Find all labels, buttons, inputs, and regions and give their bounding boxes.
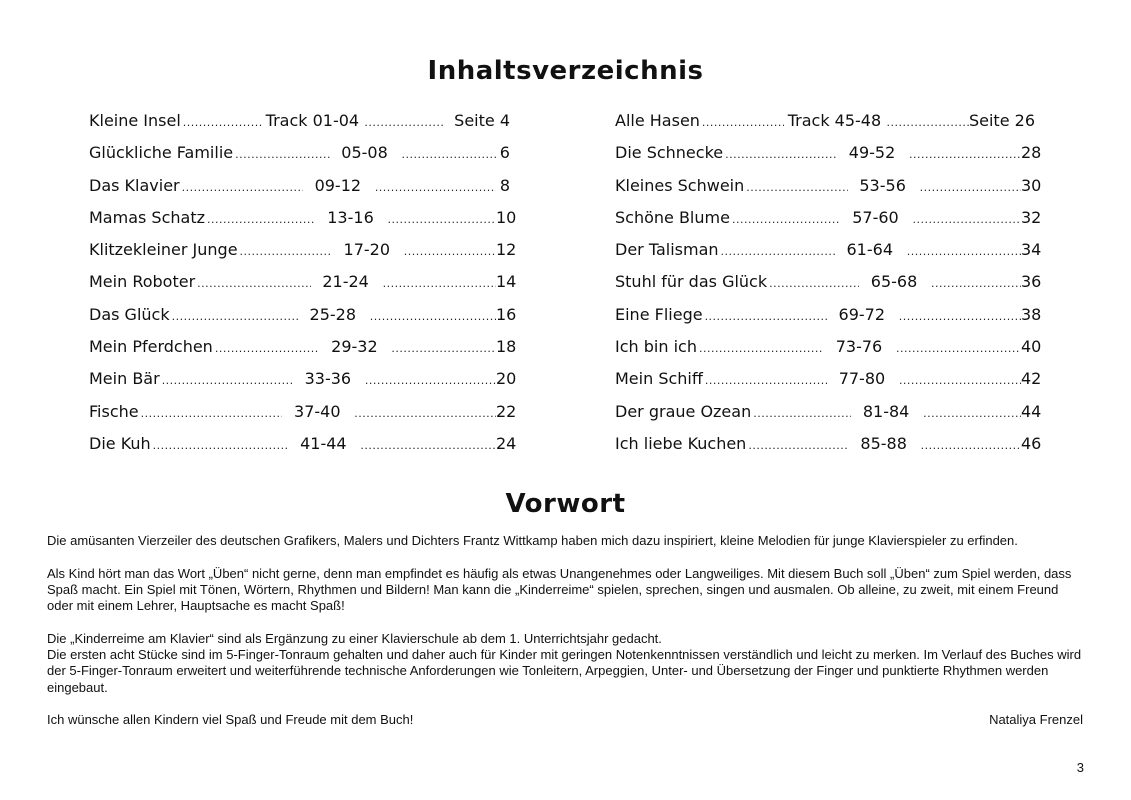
toc-leader-dots [905,245,1021,258]
toc-entry-track: 21-24 [322,272,369,292]
toc-entry-page: 8 [499,175,510,195]
toc-entry-track: 25-28 [309,304,357,324]
toc-entry-page: 34 [1020,240,1042,260]
toc-entry-title: Die Kuh [89,433,151,453]
toc-entry-title: Mein Pferdchen [89,337,213,357]
toc-entry-track: 73-76 [835,337,883,357]
toc-leader-dots [907,148,1021,161]
foreword-title: Vorwort [505,489,626,519]
toc-entry-page: 40 [1020,337,1042,357]
toc-entry-page: 44 [1021,401,1042,421]
toc-entry-title: Der Talisman [615,240,719,260]
toc-title: Inhaltsverzeichnis [427,56,704,86]
foreword-paragraph-3b: Die ersten acht Stücke sind im 5-Finger-Tonraum gehalten und daher auch für Kinder mit geringen Notenkenntnissen verständlich und leicht zu merken. Im Verlauf des Buches wird der 5-Finger-Tonraum erweitert und weiterführende technische Anforderungen wie Tonleitern, Arpeggien, Unter- und Übersetzung der Finger und punktierte Rhythmen werden eingebaut. [47,647,1082,695]
toc-entry-track: 81-84 [862,401,910,421]
toc-leader-dots [238,245,332,258]
foreword-paragraph-2: Als Kind hört man das Wort „Üben“ nicht gerne, denn man empfindet es häufig als etwas Unangenehmes oder Langweiliges. Mit diesem Buch soll „Üben“ zum Spiel werden, dass Spaß macht. Ein Spiel mit Tönen, Wörtern, Rhythmen und Bildern! Man kann die „Kinderreime“ spielen, sprechen, singen und ausmalen. Ob alleine, zu zweit, mit einem Freund oder mit einem Lehrer, Hauptsache es macht Spaß! [47,565,1072,614]
toc-entry [615,272,1042,304]
toc-entry-page: 14 [496,272,517,292]
toc-entry-title: Die Schnecke [615,143,724,163]
toc-entry-title: Kleine Insel [89,111,181,130]
toc-entry [615,337,1042,369]
toc-entry-page: Seite 26 [968,111,1035,130]
foreword-text [47,533,1087,729]
toc-entry-title: Eine Fliege [615,304,703,324]
toc-entry-page: 32 [1020,207,1042,227]
toc-entry [89,401,517,434]
toc-leader-dots [703,310,827,323]
toc-entry-track: 17-20 [343,240,391,260]
toc-entry [615,111,1035,143]
toc-entry-track: 69-72 [838,304,886,324]
toc-entry-title: Der graue Ozean [615,401,752,421]
toc-entry-page: 22 [495,401,517,421]
toc-entry-title: Stuhl für das Glück [615,272,768,292]
toc-entry-title: Schöne Blume [615,207,730,227]
toc-leader-dots [746,439,848,452]
toc-entry-page: 12 [495,240,517,260]
toc-leader-dots [730,213,841,226]
toc-leader-dots [894,342,1021,355]
toc-entry-track: 57-60 [852,207,899,227]
toc-entry-title: Mein Schiff [615,369,703,389]
toc-right-column [615,111,1042,466]
toc-entry [89,272,517,304]
toc-entry-page: 10 [496,207,517,227]
toc-leader-dots [703,374,827,387]
toc-entry-track: 41-44 [300,433,347,453]
toc-entry [615,207,1042,240]
toc-leader-dots [700,116,785,129]
toc-entry-title: Alle Hasen [615,111,700,130]
toc-entry-track: 77-80 [838,369,886,389]
toc-leader-dots [884,116,969,129]
toc-entry-track: 05-08 [341,143,388,163]
toc-left-column [89,111,517,466]
toc-entry-track: Track 01-04 [265,111,360,130]
toc-leader-dots [381,277,496,290]
toc-leader-dots [767,277,859,290]
toc-leader-dots [918,181,1021,194]
toc-leader-dots [921,407,1021,420]
toc-leader-dots [751,407,851,420]
toc-entry-title: Kleines Schwein [615,175,745,195]
toc-entry [89,433,517,466]
toc-entry-page: 20 [496,369,517,389]
toc-leader-dots [352,407,496,420]
toc-leader-dots [160,374,293,387]
toc-entry-track: 61-64 [846,240,893,260]
toc-leader-dots [233,148,329,161]
toc-leader-dots [151,439,289,452]
toc-entry [615,433,1042,466]
toc-entry-title: Ich bin ich [615,337,697,357]
toc-entry-page: Seite 4 [454,111,510,130]
toc-entry-page: 16 [496,304,517,324]
toc-leader-dots [744,181,847,194]
toc-leader-dots [358,439,496,452]
toc-entry-track: Track 45-48 [787,111,882,130]
toc-leader-dots [205,213,316,226]
toc-entry-page: 30 [1021,175,1042,195]
toc-entry-page: 28 [1020,143,1042,163]
author-signature: Nataliya Frenzel [989,712,1083,728]
toc-entry-title: Ich liebe Kuchen [615,433,747,453]
toc-entry-track: 37-40 [294,401,341,421]
toc-entry [89,176,510,208]
toc-entry-track: 09-12 [314,175,362,195]
toc-leader-dots [195,277,310,290]
toc-entry [615,240,1042,272]
toc-entry [89,304,517,337]
foreword-closing [47,712,1083,728]
toc-leader-dots [697,342,824,355]
toc-entry-page: 18 [495,337,517,357]
toc-entry-title: Das Klavier [89,175,180,195]
toc-leader-dots [897,374,1021,387]
toc-leader-dots [170,310,298,323]
toc-leader-dots [362,116,444,129]
toc-entry-page: 36 [1020,272,1042,292]
toc-entry-track: 85-88 [860,433,907,453]
toc-entry-title: Mamas Schatz [89,207,205,227]
toc-entry [615,175,1042,208]
toc-leader-dots [373,181,496,194]
toc-leader-dots [402,245,496,258]
toc-entry-page: 38 [1021,304,1042,324]
toc-entry-page: 6 [499,143,510,163]
toc-leader-dots [363,374,496,387]
toc-leader-dots [386,213,497,226]
toc-leader-dots [719,245,835,258]
toc-entry-track: 33-36 [304,369,352,389]
foreword-paragraph-1: Die amüsanten Vierzeiler des deutschen Grafikers, Malers und Dichters Frantz Wittkamp haben mich dazu inspiriert, kleine Melodien für junge Klavierspieler zu erfinden. [47,533,1018,548]
toc-leader-dots [929,277,1021,290]
toc-entry-page: 42 [1020,369,1042,389]
toc-entry [89,337,517,369]
toc-entry [615,369,1042,401]
toc-leader-dots [723,148,837,161]
toc-leader-dots [139,407,283,420]
toc-entry [615,304,1042,337]
toc-entry-title: Fische [89,401,139,421]
page-number: 3 [1076,760,1084,775]
toc-entry [615,401,1042,434]
toc-leader-dots [180,181,303,194]
toc-leader-dots [181,116,263,129]
toc-entry-track: 53-56 [859,175,906,195]
toc-leader-dots [897,310,1021,323]
toc-entry-title: Mein Roboter [89,272,196,292]
toc-entry-page: 24 [495,433,517,453]
toc-entry [615,143,1042,175]
toc-entry-page: 46 [1020,433,1042,453]
toc-entry [89,143,510,175]
toc-entry [89,111,510,143]
toc-entry [89,240,517,272]
toc-leader-dots [389,342,496,355]
toc-entry-title: Mein Bär [89,369,160,389]
toc-entry-title: Klitzekleiner Junge [89,240,238,260]
toc-entry [89,207,517,240]
toc-entry-track: 49-52 [848,143,896,163]
toc-leader-dots [400,148,496,161]
toc-leader-dots [910,213,1021,226]
toc-leader-dots [919,439,1021,452]
foreword-paragraph-3a: Die „Kinderreime am Klavier“ sind als Ergänzung zu einer Klavierschule ab dem 1. Unterrichtsjahr gedacht. [47,630,662,646]
toc-entry-track: 13-16 [327,207,374,227]
toc-entry [89,369,517,401]
toc-entry-track: 29-32 [331,337,378,357]
toc-leader-dots [368,310,496,323]
toc-entry-track: 65-68 [870,272,918,292]
closing-line: Ich wünsche allen Kindern viel Spaß und Freude mit dem Buch! [47,712,414,728]
toc-leader-dots [213,342,320,355]
toc-entry-title: Glückliche Familie [89,143,234,163]
toc-entry-title: Das Glück [89,304,170,324]
